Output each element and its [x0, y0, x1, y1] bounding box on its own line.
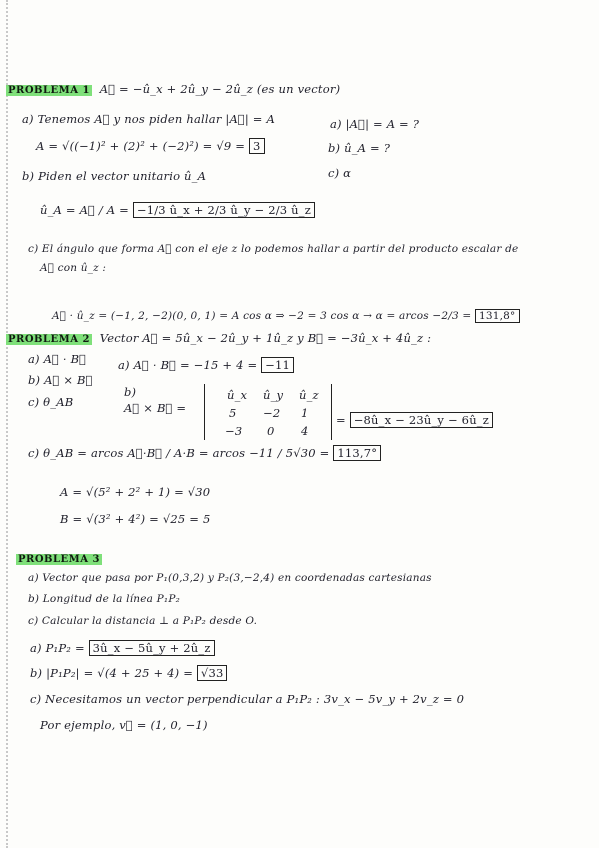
p1-a-text: a) Tenemos A⃗ y nos piden hallar |A⃗| = A [22, 112, 275, 126]
p1-b-text: b) Piden el vector unitario û_A [22, 169, 207, 183]
p2-c-result: 113,7° [333, 445, 381, 461]
problem-3-header: PROBLEMA 3 [18, 554, 100, 565]
p3-a-calc: a) P₁P₂ = [30, 641, 85, 655]
det-r2-c1: −3 [225, 424, 243, 438]
p1-a-calc-line [36, 139, 265, 153]
p2-b-result: −8û_x − 23û_y − 6û_z [350, 412, 493, 428]
problem-1-statement: A⃗ = −û_x + 2û_y − 2û_z (es un vector) [99, 82, 341, 96]
p1-question-a: a) |A⃗| = A = ? [330, 117, 420, 131]
det-r1-c3: 1 [301, 406, 309, 420]
p3-a-calc-line [30, 641, 215, 655]
p2-A-calc: A = √(5² + 2² + 1) = √30 [60, 485, 211, 499]
p1-question-c: c) α [328, 166, 352, 180]
page-margin-perforation [6, 0, 14, 848]
p2-b-lhs: A⃗ × B⃗ = [124, 401, 187, 415]
p1-a-result: 3 [249, 138, 265, 154]
p2-b-label: b) [124, 385, 137, 399]
p2-determinant [204, 384, 332, 440]
p2-item-a: a) A⃗ · B⃗ [28, 352, 87, 366]
problem-2-line [6, 331, 431, 345]
det-uz: û_z [299, 388, 319, 402]
p3-a-text: a) Vector que pasa por P₁(0,3,2) y P₂(3,−2,4) en coordenadas cartesianas [28, 572, 432, 584]
p1-b-result: −1/3 û_x + 2/3 û_y − 2/3 û_z [133, 202, 315, 218]
p1-question-b: b) û_A = ? [328, 141, 391, 155]
det-r1-c2: −2 [263, 406, 281, 420]
problem-2-statement: Vector A⃗ = 5û_x − 2û_y + 1û_z y B⃗ = −3û_x + 4û_z : [99, 331, 432, 345]
p3-b-result: √33 [197, 665, 228, 681]
p2-b-result-line: = −8û_x − 23û_y − 6û_z [336, 413, 493, 427]
p3-c-calc: c) Necesitamos un vector perpendicular a P₁P₂ : 3v_x − 5v_y + 2v_z = 0 [30, 692, 465, 706]
p1-c-result: 131,8° [475, 309, 520, 323]
det-uy: û_y [263, 388, 284, 402]
det-ux: û_x [227, 388, 248, 402]
p1-c-calc: A⃗ · û_z = (−1, 2, −2)(0, 0, 1) = A cos α ⇒ −2 = 3 cos α → α = arcos −2/3 = [52, 310, 472, 322]
p3-a-result: 3û_x − 5û_y + 2û_z [89, 640, 215, 656]
p2-a-calc: a) A⃗ · B⃗ = −15 + 4 = [118, 358, 258, 372]
p2-item-b: b) A⃗ × B⃗ [28, 373, 93, 387]
p1-c-text-2: A⃗ con û_z : [40, 262, 107, 274]
problem-3-line [16, 551, 106, 565]
p2-B-calc: B = √(3² + 4²) = √25 = 5 [60, 512, 211, 526]
p3-c-text: c) Calcular la distancia ⊥ a P₁P₂ desde O. [28, 615, 258, 627]
p1-b-calc: û_A = A⃗ / A = [40, 203, 129, 217]
p3-b-text: b) Longitud de la línea P₁P₂ [28, 593, 181, 605]
det-r2-c2: 0 [267, 424, 275, 438]
det-r1-c1: 5 [229, 406, 237, 420]
p2-a-result: −11 [261, 357, 294, 373]
problem-1-line [6, 82, 340, 96]
p2-c-calc: c) θ_AB = arcos A⃗·B⃗ / A·B = arcos −11 / 5√30 = [28, 446, 330, 460]
problem-1-header: PROBLEMA 1 [8, 85, 90, 96]
p3-b-calc: b) |P₁P₂| = √(4 + 25 + 4) = [30, 666, 194, 680]
det-r2-c3: 4 [301, 424, 309, 438]
p1-c-calc-line [52, 310, 520, 322]
problem-2-header: PROBLEMA 2 [8, 334, 90, 345]
p3-c-example: Por ejemplo, v⃗ = (1, 0, −1) [40, 718, 208, 732]
p1-c-text: c) El ángulo que forma A⃗ con el eje z lo podemos hallar a partir del producto escalar de [28, 243, 519, 255]
p1-a-calc: A = √((−1)² + (2)² + (−2)²) = √9 = [36, 139, 246, 153]
p3-b-calc-line [30, 666, 227, 680]
p2-a-calc-line [118, 358, 294, 372]
p1-b-calc-line [40, 203, 315, 217]
p2-item-c: c) θ_AB [28, 395, 74, 409]
p2-c-calc-line [28, 446, 381, 460]
